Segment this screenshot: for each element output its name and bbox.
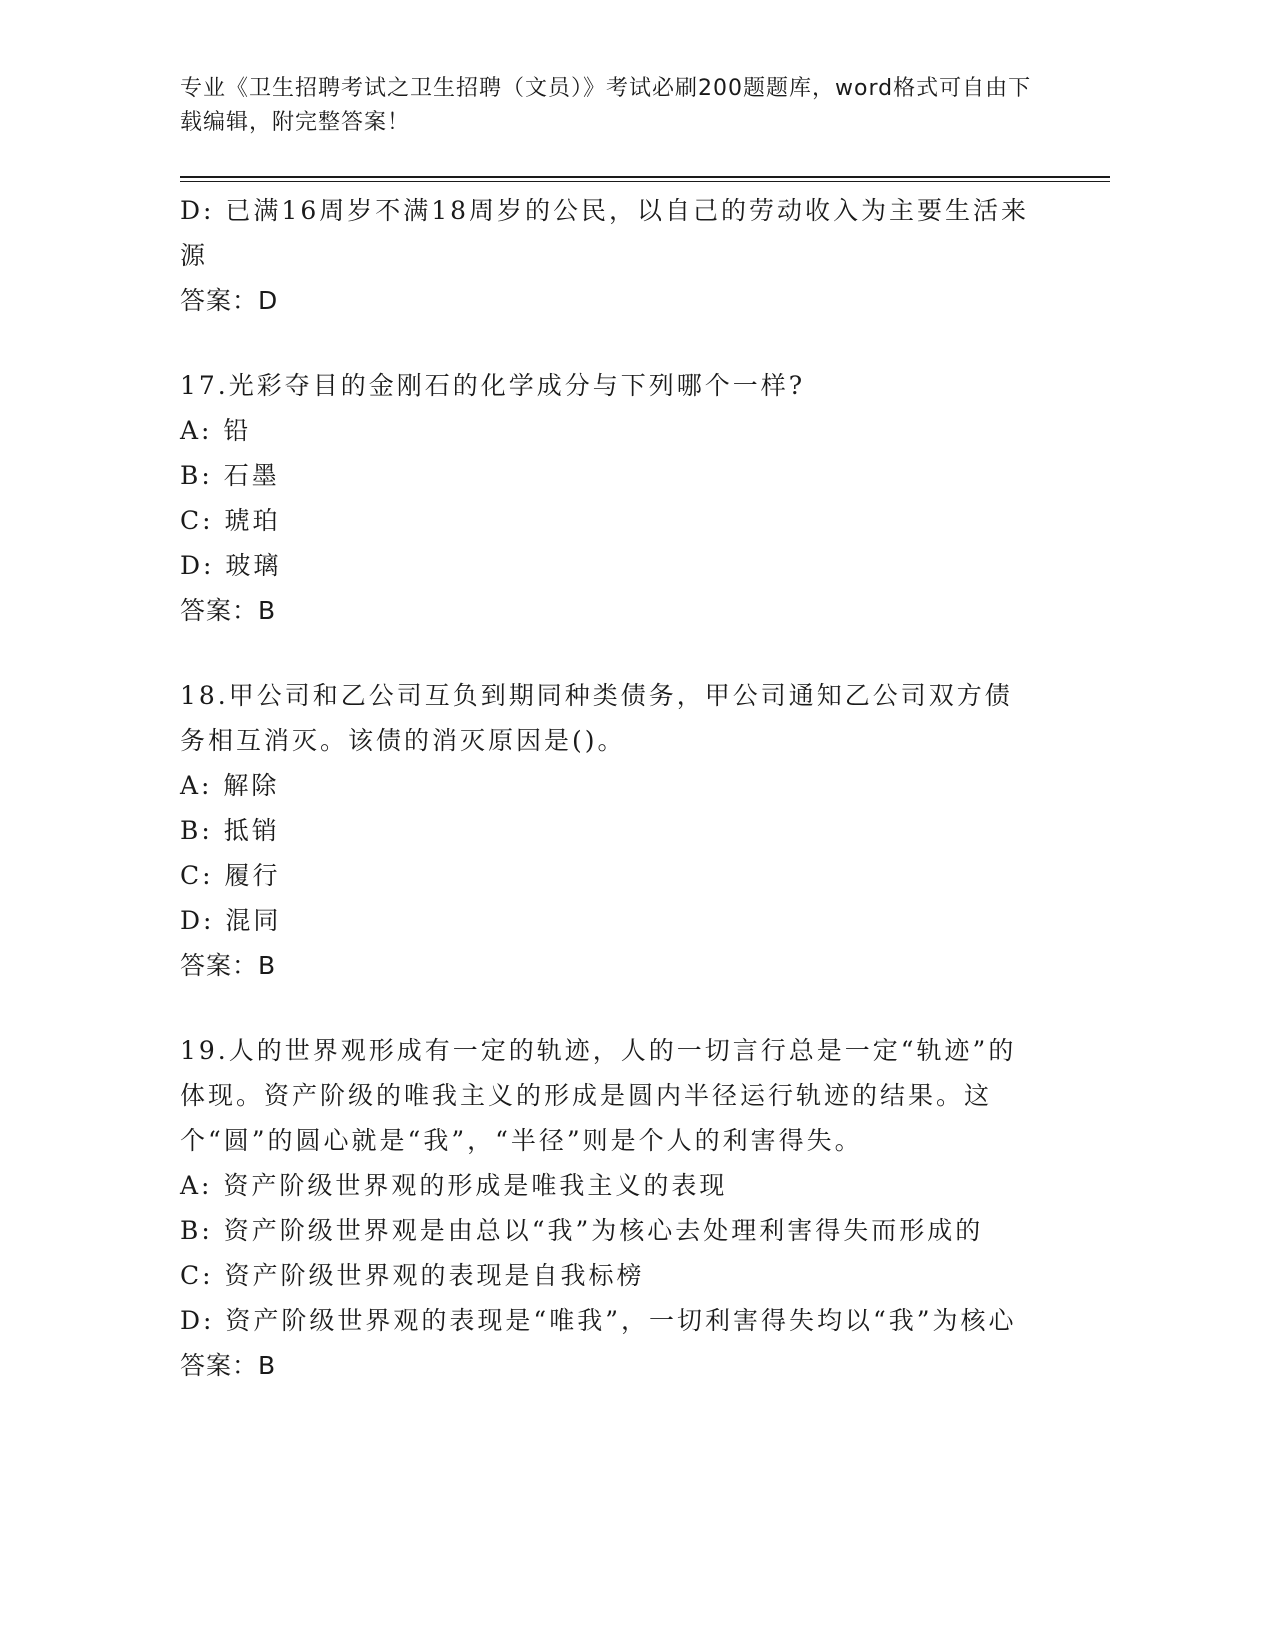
question-stem: 19.人的世界观形成有一定的轨迹，人的一切言行总是一定“轨迹”的体现。资产阶级的唯我主义的形成是圆内半径运行轨迹的结果。这个“圆”的圆心就是“我”，“半径”则是个人的利害得失。 (180, 1036, 1017, 1155)
option-d: D: 资产阶级世界观的表现是“唯我”，一切利害得失均以“我”为核心 (180, 1306, 1017, 1335)
question-18 (180, 673, 1040, 988)
question-17 (180, 363, 1040, 633)
option-d: D: 玻璃 (180, 551, 282, 580)
question-stem: 17.光彩夺目的金刚石的化学成分与下列哪个一样? (180, 371, 806, 400)
header-divider-thick (180, 176, 1110, 178)
option-c: C: 琥珀 (180, 506, 281, 535)
option-d: D: 已满16周岁不满18周岁的公民，以自己的劳动收入为主要生活来源 (180, 196, 1030, 270)
option-d: D: 混同 (180, 906, 282, 935)
question-stem: 18.甲公司和乙公司互负到期同种类债务，甲公司通知乙公司双方债务相互消灭。该债的消灭原因是()。 (180, 681, 1013, 755)
option-b: B: 石墨 (180, 461, 280, 490)
header-divider-thin (180, 181, 1110, 182)
question-16-continued (180, 188, 1040, 323)
answer-label: 答案：B (180, 596, 277, 625)
document-header: 专业《卫生招聘考试之卫生招聘（文员）》考试必刷200题题库，word格式可自由下载编辑，附完整答案！ (180, 76, 1032, 135)
option-c: C: 履行 (180, 861, 281, 890)
question-19 (180, 1028, 1040, 1388)
answer-label: 答案：B (180, 1351, 277, 1380)
option-b: B: 资产阶级世界观是由总以“我”为核心去处理利害得失而形成的 (180, 1216, 984, 1245)
answer-label: 答案：D (180, 286, 279, 315)
option-a: A: 解除 (180, 771, 280, 800)
question-list (180, 188, 1040, 1428)
answer-label: 答案：B (180, 951, 277, 980)
option-b: B: 抵销 (180, 816, 280, 845)
option-a: A: 资产阶级世界观的形成是唯我主义的表现 (180, 1171, 728, 1200)
option-c: C: 资产阶级世界观的表现是自我标榜 (180, 1261, 645, 1290)
option-a: A: 铅 (180, 416, 252, 445)
